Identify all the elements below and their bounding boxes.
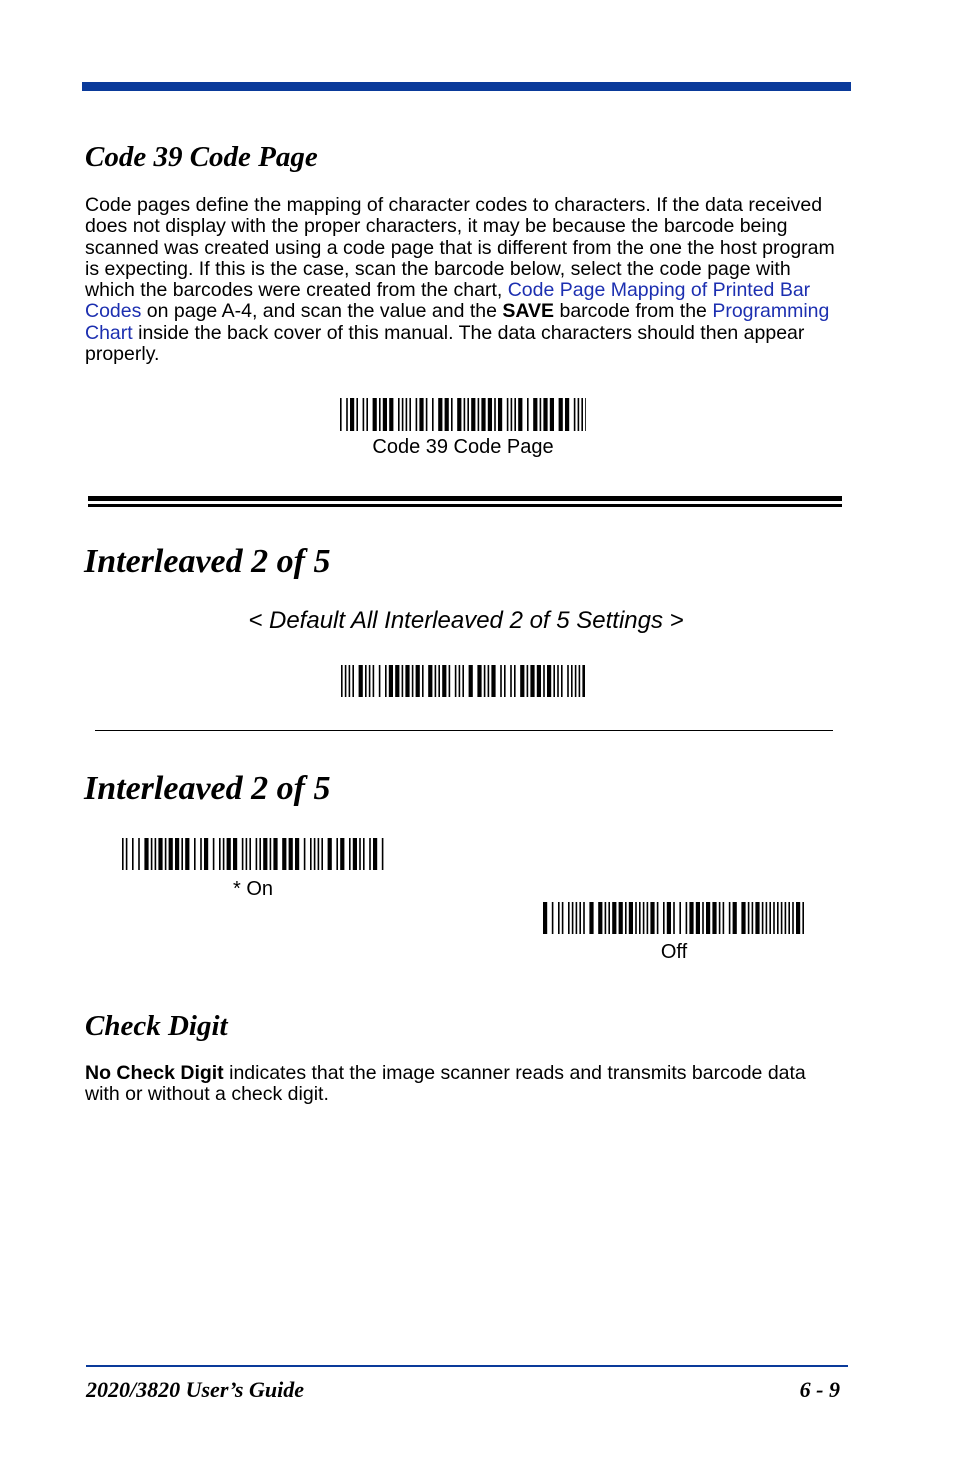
barcode-bar — [402, 665, 404, 697]
barcode-bar — [356, 398, 358, 431]
barcode-label-on: * On — [232, 878, 274, 900]
barcode-bar — [185, 838, 189, 870]
barcode-bar — [382, 838, 384, 870]
barcode-bar — [507, 398, 509, 431]
barcode-bar — [581, 398, 583, 431]
barcode-bar — [438, 398, 442, 431]
barcode-interleaved-off[interactable] — [543, 902, 805, 934]
barcode-bar — [353, 838, 357, 870]
barcode-bar — [318, 838, 320, 870]
barcode-bar — [579, 665, 581, 697]
barcode-bar — [467, 398, 469, 431]
barcode-bar — [706, 902, 710, 934]
barcode-bar — [481, 398, 485, 431]
barcode-bar — [158, 838, 162, 870]
barcode-bar — [491, 665, 495, 697]
barcode-bar — [639, 902, 641, 934]
barcode-bar — [169, 838, 173, 870]
heading-interleaved-2-of-5: Interleaved 2 of 5 — [84, 770, 331, 807]
barcode-bar — [345, 665, 347, 697]
barcode-bar — [304, 838, 306, 870]
barcode-bar — [359, 665, 363, 697]
barcode-bar — [363, 838, 365, 870]
barcode-bar — [442, 665, 446, 697]
barcode-bar — [543, 902, 547, 934]
barcode-bar — [575, 665, 577, 697]
barcode-bar — [336, 838, 338, 870]
code-page-paragraph: Code pages define the mapping of character codes to characters. If the data received does not display with the proper characters, it may be because the barcode being scanned was created using a code page that is different from the one the host program is expecting. If this is the case, scan the barcode below, select the code page with which the barcodes were created from the chart, Code Page Mapping of Printed Bar Codes on page A-4, and scan the value and the SAVE barcode from the Programming Chart inside the back cover of this manual. The data characters should then appear properly. — [85, 194, 835, 366]
barcode-bar — [558, 902, 560, 934]
barcode-bar — [578, 398, 580, 431]
barcode-bar — [567, 665, 569, 697]
barcode-bar — [359, 838, 361, 870]
barcode-default-interleaved[interactable] — [341, 665, 585, 697]
barcode-bar — [270, 838, 272, 870]
barcode-bar — [553, 665, 555, 697]
barcode-bar — [657, 902, 659, 934]
barcode-bar — [340, 838, 344, 870]
barcode-bar — [219, 838, 221, 870]
barcode-bar — [459, 665, 461, 697]
barcode-bar — [373, 838, 377, 870]
barcode-bar — [273, 838, 277, 870]
footer-page-number: 6 - 9 — [799, 1377, 840, 1402]
barcode-bar — [792, 902, 794, 934]
barcode-bar — [719, 902, 721, 934]
barcode-bar — [428, 665, 432, 697]
barcode-bar — [389, 398, 393, 431]
barcode-bar — [385, 665, 387, 697]
barcode-bar — [635, 902, 637, 934]
barcode-bar — [363, 398, 365, 431]
barcode-bar — [346, 398, 348, 431]
barcode-bar — [406, 398, 408, 431]
barcode-bar — [282, 838, 286, 870]
barcode-bar — [321, 838, 323, 870]
barcode-bar — [752, 902, 754, 934]
programming-chart-link[interactable]: Programming Chart — [85, 300, 830, 344]
barcode-bar — [412, 665, 414, 697]
barcode-bar — [723, 902, 725, 934]
barcode-bar — [402, 398, 404, 431]
barcode-bar — [561, 665, 563, 697]
code-page-mapping-link[interactable]: Code Page Mapping of Printed Bar Codes — [85, 279, 811, 323]
default-settings-label: < Default All Interleaved 2 of 5 Settings > — [248, 607, 684, 634]
barcode-bar — [702, 902, 704, 934]
barcode-bar — [471, 398, 475, 431]
barcode-bar — [379, 398, 381, 431]
barcode-bar — [383, 398, 387, 431]
barcode-bar — [126, 838, 128, 870]
check-digit-paragraph: No Check Digit indicates that the image scanner reads and transmits barcode data with or without a check digit. — [85, 1062, 806, 1106]
barcode-bar — [530, 665, 534, 697]
barcode-bar — [464, 398, 466, 431]
barcode-bar — [151, 838, 153, 870]
barcode-bar — [263, 838, 267, 870]
barcode-bar — [289, 838, 293, 870]
barcode-code39-code-page[interactable] — [340, 398, 586, 431]
barcode-bar — [696, 902, 700, 934]
barcode-bar — [514, 398, 516, 431]
barcode-bar — [419, 398, 423, 431]
barcode-bar — [571, 665, 573, 697]
divider-line — [95, 730, 833, 731]
barcode-bar — [625, 902, 627, 934]
barcode-bar — [500, 665, 502, 697]
barcode-bar — [510, 665, 512, 697]
barcode-bar — [457, 398, 461, 431]
barcode-bar — [766, 902, 768, 934]
barcode-bar — [488, 665, 490, 697]
barcode-bar — [194, 838, 196, 870]
barcode-bar — [550, 398, 554, 431]
barcode-bar — [543, 398, 547, 431]
barcode-bar — [605, 902, 607, 934]
barcode-bar — [200, 838, 202, 870]
barcode-bar — [328, 838, 332, 870]
barcode-bar — [350, 398, 354, 431]
barcode-bar — [643, 902, 645, 934]
barcode-bar — [619, 902, 623, 934]
barcode-bar — [373, 398, 377, 431]
barcode-bar — [733, 902, 737, 934]
barcode-bar — [484, 665, 486, 697]
barcode-bar — [310, 838, 312, 870]
barcode-bar — [673, 902, 675, 934]
barcode-bar — [242, 838, 244, 870]
barcode-bar — [629, 902, 633, 934]
barcode-bar — [679, 902, 681, 934]
barcode-bar — [574, 398, 576, 431]
barcode-bar — [540, 398, 542, 431]
barcode-bar — [543, 665, 545, 697]
barcode-bar — [729, 902, 731, 934]
barcode-bar — [352, 665, 354, 697]
heading-code39-code-page: Code 39 Code Page — [85, 141, 318, 173]
barcode-bar — [314, 838, 316, 870]
barcode-bar — [389, 665, 393, 697]
barcode-bar — [773, 902, 775, 934]
barcode-bar — [667, 902, 671, 934]
barcode-bar — [416, 398, 418, 431]
footer-guide-title: 2020/3820 User’s Guide — [86, 1377, 304, 1402]
barcode-bar — [395, 665, 399, 697]
section-divider — [88, 496, 842, 501]
barcode-bar — [432, 398, 434, 431]
barcode-bar — [762, 902, 764, 934]
barcode-bar — [533, 398, 537, 431]
barcode-bar — [647, 902, 649, 934]
barcode-bar — [144, 838, 148, 870]
barcode-bar — [562, 902, 564, 934]
barcode-bar — [527, 665, 529, 697]
barcode-bar — [686, 902, 688, 934]
barcode-bar — [369, 665, 371, 697]
barcode-bar — [409, 398, 411, 431]
section-divider-thin — [88, 504, 842, 507]
barcode-bar — [494, 398, 496, 431]
barcode-bar — [469, 665, 473, 697]
barcode-bar — [435, 665, 437, 697]
barcode-bar — [785, 902, 787, 934]
barcode-bar — [451, 398, 453, 431]
barcode-bar — [589, 902, 593, 934]
barcode-bar — [426, 398, 428, 431]
barcode-bar — [663, 902, 665, 934]
barcode-bar — [796, 902, 800, 934]
barcode-bar — [138, 838, 140, 870]
barcode-bar — [788, 902, 790, 934]
barcode-bar — [223, 838, 225, 870]
barcode-bar — [520, 665, 524, 697]
barcode-bar — [455, 665, 457, 697]
barcode-bar — [650, 902, 654, 934]
barcode-bar — [365, 665, 367, 697]
barcode-bar — [213, 838, 215, 870]
barcode-bar — [585, 398, 586, 431]
barcode-bar — [514, 665, 516, 697]
barcode-bar — [498, 398, 502, 431]
barcode-bar — [165, 838, 167, 870]
barcode-bar — [341, 665, 343, 697]
barcode-bar — [175, 838, 179, 870]
barcode-bar — [478, 398, 480, 431]
barcode-bar — [583, 902, 585, 934]
barcode-bar — [559, 398, 563, 431]
barcode-bar — [462, 665, 464, 697]
barcode-bar — [488, 398, 492, 431]
barcode-bar — [449, 665, 451, 697]
barcode-bar — [373, 665, 375, 697]
barcode-bar — [557, 665, 559, 697]
barcode-bar — [422, 665, 424, 697]
barcode-bar — [741, 902, 745, 934]
heading-interleaved-2-of-5-default: Interleaved 2 of 5 — [84, 543, 331, 580]
barcode-bar — [518, 398, 522, 431]
barcode-bar — [612, 902, 616, 934]
barcode-bar — [777, 902, 779, 934]
barcode-bar — [582, 665, 585, 697]
barcode-bar — [132, 838, 134, 870]
barcode-bar — [504, 665, 506, 697]
barcode-bar — [568, 902, 570, 934]
barcode-label-code39-code-page: Code 39 Code Page — [372, 436, 554, 458]
barcode-bar — [438, 665, 440, 697]
barcode-bar — [366, 398, 368, 431]
barcode-bar — [349, 838, 351, 870]
barcode-bar — [295, 838, 299, 870]
barcode-bar — [689, 902, 693, 934]
barcode-bar — [576, 902, 578, 934]
barcode-bar — [608, 902, 610, 934]
barcode-bar — [246, 838, 248, 870]
barcode-bar — [748, 902, 750, 934]
barcode-bar — [755, 902, 759, 934]
barcode-bar — [527, 398, 529, 431]
barcode-bar — [259, 838, 261, 870]
barcode-bar — [416, 665, 420, 697]
barcode-interleaved-on[interactable] — [122, 838, 384, 870]
barcode-bar — [369, 838, 371, 870]
barcode-bar — [579, 902, 581, 934]
barcode-bar — [181, 838, 183, 870]
footer-rule — [86, 1365, 848, 1367]
barcode-bar — [445, 398, 449, 431]
barcode-bar — [781, 902, 783, 934]
barcode-bar — [204, 838, 208, 870]
heading-check-digit: Check Digit — [85, 1010, 228, 1042]
barcode-bar — [398, 398, 400, 431]
barcode-bar — [227, 838, 231, 870]
barcode-bar — [598, 902, 602, 934]
barcode-bar — [233, 838, 237, 870]
header-bar — [82, 82, 851, 91]
barcode-bar — [802, 902, 804, 934]
barcode-bar — [572, 902, 574, 934]
barcode-bar — [712, 902, 716, 934]
barcode-bar — [340, 398, 342, 431]
barcode-bar — [769, 902, 771, 934]
barcode-bar — [379, 665, 381, 697]
barcode-bar — [552, 902, 554, 934]
barcode-bar — [122, 838, 124, 870]
barcode-bar — [256, 838, 258, 870]
barcode-bar — [565, 398, 569, 431]
barcode-bar — [537, 665, 541, 697]
barcode-bar — [511, 398, 513, 431]
barcode-label-off: Off — [660, 941, 688, 963]
barcode-bar — [547, 665, 551, 697]
barcode-bar — [477, 665, 481, 697]
barcode-bar — [349, 665, 351, 697]
barcode-bar — [249, 838, 251, 870]
barcode-bar — [405, 665, 409, 697]
barcode-bar — [155, 838, 157, 870]
